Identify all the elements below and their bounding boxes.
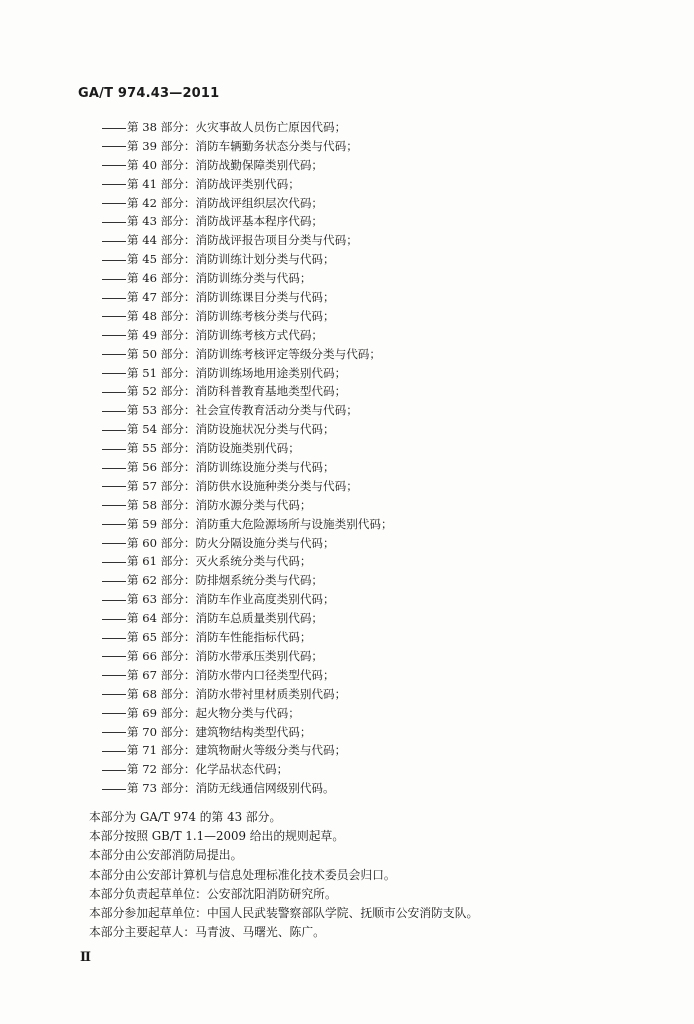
foreword-paragraph: 本部分由公安部计算机与信息处理标准化技术委员会归口。 [89, 867, 396, 882]
em-dash-marker [102, 486, 126, 487]
em-dash-marker [102, 581, 126, 582]
part-label: 第 73 部分：消防无线通信网级别代码。 [127, 781, 335, 796]
em-dash-marker [102, 411, 126, 412]
em-dash-marker [102, 146, 126, 147]
part-label: 第 56 部分：消防训练设施分类与代码； [127, 460, 335, 475]
part-label: 第 68 部分：消防水带衬里材质类别代码； [127, 686, 347, 701]
part-list-item [102, 685, 582, 704]
em-dash-marker [102, 656, 126, 657]
part-label: 第 49 部分：消防训练考核方式代码； [127, 327, 324, 342]
part-label: 第 70 部分：建筑物结构类型代码； [127, 724, 312, 739]
part-list-item [102, 194, 582, 213]
part-list-item [102, 156, 582, 175]
part-list-item [102, 571, 582, 590]
parts-list [102, 118, 582, 798]
part-label: 第 41 部分：消防战评类别代码； [127, 176, 300, 191]
part-list-item [102, 345, 582, 364]
em-dash-marker [102, 184, 126, 185]
part-label: 第 52 部分：消防科普教育基地类型代码； [127, 384, 347, 399]
em-dash-marker [102, 128, 126, 129]
em-dash-marker [102, 619, 126, 620]
em-dash-marker [102, 468, 126, 469]
em-dash-marker [102, 751, 126, 752]
foreword-paragraph: 本部分参加起草单位：中国人民武装警察部队学院、抚顺市公安消防支队。 [89, 905, 479, 920]
part-label: 第 38 部分：火灾事故人员伤亡原因代码； [127, 120, 347, 134]
part-label: 第 45 部分：消防训练计划分类与代码； [127, 252, 335, 267]
part-label: 第 66 部分：消防水带承压类别代码； [127, 648, 324, 663]
em-dash-marker [102, 335, 126, 336]
part-label: 第 61 部分：灭火系统分类与代码； [127, 554, 312, 569]
part-list-item [102, 382, 582, 401]
em-dash-marker [102, 203, 126, 204]
part-list-item [102, 326, 582, 345]
em-dash-marker [102, 524, 126, 525]
part-list-item [102, 552, 582, 571]
part-label: 第 63 部分：消防车作业高度类别代码； [127, 592, 335, 607]
part-list-item [102, 269, 582, 288]
em-dash-marker [102, 505, 126, 506]
part-list-item [102, 420, 582, 439]
em-dash-marker [102, 279, 126, 280]
foreword-paragraph: 本部分负责起草单位：公安部沈阳消防研究所。 [89, 886, 337, 901]
part-label: 第 43 部分：消防战评基本程序代码； [127, 214, 324, 229]
part-list-item [102, 515, 582, 534]
em-dash-marker [102, 694, 126, 695]
part-list-item [102, 704, 582, 723]
part-list-item [102, 175, 582, 194]
part-list-item [102, 534, 582, 553]
em-dash-marker [102, 789, 126, 790]
em-dash-marker [102, 260, 126, 261]
part-label: 第 42 部分：消防战评组织层次代码； [127, 195, 324, 210]
part-label: 第 44 部分：消防战评报告项目分类与代码； [127, 233, 358, 248]
part-list-item [102, 779, 582, 798]
foreword-paragraph: 本部分主要起草人：马青波、马曙光、陈广。 [89, 925, 325, 940]
em-dash-marker [102, 298, 126, 299]
part-list-item [102, 741, 582, 760]
part-label: 第 39 部分：消防车辆勤务状态分类与代码； [127, 138, 358, 153]
em-dash-marker [102, 449, 126, 450]
part-list-item [102, 590, 582, 609]
part-list-item [102, 212, 582, 231]
em-dash-marker [102, 770, 126, 771]
page-number: Ⅱ [80, 950, 91, 965]
em-dash-marker [102, 373, 126, 374]
part-list-item [102, 250, 582, 269]
part-label: 第 65 部分：消防车性能指标代码； [127, 630, 312, 645]
part-list-item [102, 401, 582, 420]
em-dash-marker [102, 543, 126, 544]
em-dash-marker [102, 675, 126, 676]
part-list-item [102, 666, 582, 685]
em-dash-marker [102, 316, 126, 317]
em-dash-marker [102, 638, 126, 639]
part-list-item [102, 628, 582, 647]
part-list-item [102, 288, 582, 307]
foreword-paragraph: 本部分为 GA/T 974 的第 43 部分。 [89, 810, 282, 824]
part-list-item [102, 609, 582, 628]
part-label: 第 53 部分：社会宣传教育活动分类与代码； [127, 403, 358, 418]
part-label: 第 54 部分：消防设施状况分类与代码； [127, 422, 335, 437]
part-label: 第 58 部分：消防水源分类与代码； [127, 497, 312, 512]
part-list-item [102, 458, 582, 477]
part-list-item [102, 647, 582, 666]
part-list-item [102, 231, 582, 250]
part-list-item [102, 118, 582, 137]
part-label: 第 62 部分：防排烟系统分类与代码； [127, 573, 324, 588]
part-label: 第 46 部分：消防训练分类与代码； [127, 271, 312, 286]
foreword-paragraphs [89, 808, 629, 942]
part-list-item [102, 364, 582, 383]
part-label: 第 64 部分：消防车总质量类别代码； [127, 611, 324, 626]
part-list-item [102, 439, 582, 458]
foreword-paragraph: 本部分按照 GB/T 1.1—2009 给出的规则起草。 [89, 829, 345, 844]
em-dash-marker [102, 222, 126, 223]
em-dash-marker [102, 354, 126, 355]
part-label: 第 59 部分：消防重大危险源场所与设施类别代码； [127, 516, 393, 531]
em-dash-marker [102, 392, 126, 393]
part-label: 第 40 部分：消防战勤保障类别代码； [127, 157, 324, 172]
part-label: 第 47 部分：消防训练课目分类与代码； [127, 290, 335, 305]
em-dash-marker [102, 713, 126, 714]
part-label: 第 69 部分：起火物分类与代码； [127, 705, 300, 720]
part-label: 第 55 部分：消防设施类别代码； [127, 441, 300, 456]
part-label: 第 50 部分：消防训练考核评定等级分类与代码； [127, 346, 381, 361]
part-label: 第 72 部分：化学品状态代码； [127, 762, 289, 777]
em-dash-marker [102, 241, 126, 242]
part-label: 第 48 部分：消防训练考核分类与代码； [127, 308, 335, 323]
em-dash-marker [102, 165, 126, 166]
foreword-paragraph: 本部分由公安部消防局提出。 [89, 848, 243, 863]
part-list-item [102, 307, 582, 326]
part-label: 第 60 部分：防火分隔设施分类与代码； [127, 535, 335, 550]
part-list-item [102, 137, 582, 156]
em-dash-marker [102, 562, 126, 563]
part-list-item [102, 477, 582, 496]
part-list-item [102, 723, 582, 742]
em-dash-marker [102, 430, 126, 431]
em-dash-marker [102, 600, 126, 601]
part-list-item [102, 760, 582, 779]
part-label: 第 67 部分：消防水带内口径类型代码； [127, 667, 335, 682]
standard-code-header: GA/T 974.43—2011 [78, 86, 220, 101]
part-label: 第 71 部分：建筑物耐火等级分类与代码； [127, 743, 347, 758]
part-list-item [102, 496, 582, 515]
part-label: 第 57 部分：消防供水设施种类分类与代码； [127, 478, 358, 493]
em-dash-marker [102, 732, 126, 733]
part-label: 第 51 部分：消防训练场地用途类别代码； [127, 365, 347, 380]
